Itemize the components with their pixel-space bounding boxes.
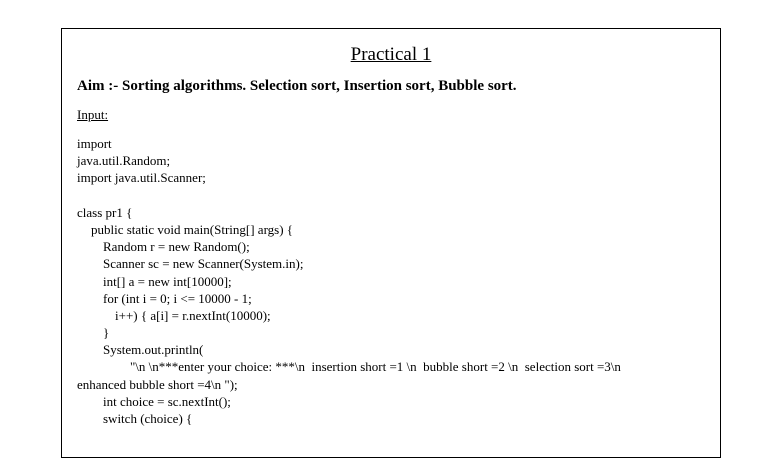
code-line: for (int i = 0; i <= 10000 - 1; [103, 290, 252, 306]
code-line: int[] a = new int[10000]; [103, 273, 232, 289]
code-line: i++) { a[i] = r.nextInt(10000); [115, 307, 271, 323]
code-line: import [77, 136, 112, 151]
aim-heading: Aim :- Sorting algorithms. Selection sort, Insertion sort, Bubble sort. [77, 78, 517, 94]
code-line: } [103, 325, 110, 341]
document-page [61, 28, 721, 458]
code-line: enhanced bubble short =4\n "); [77, 376, 238, 392]
code-line: Random r = new Random(); [103, 239, 250, 255]
code-line: java.util.Random; [77, 153, 171, 169]
code-line: public static void main(String[] args) { [91, 221, 294, 237]
code-line: int choice = sc.nextInt(); [103, 393, 231, 409]
code-line: "\n \n***enter your choice: ***\n insertion short =1 \n bubble short =2 \n selection sort =3\n [130, 359, 621, 375]
input-label: Input: [77, 107, 109, 122]
code-line: switch (choice) { [103, 411, 193, 426]
code-line: System.out.println( [103, 342, 204, 358]
code-line: Scanner sc = new Scanner(System.in); [103, 256, 304, 272]
code-block [77, 135, 712, 427]
page-title: Practical 1 [350, 44, 432, 65]
code-line [77, 187, 712, 204]
code-line: class pr1 { [77, 204, 133, 220]
code-line: import java.util.Scanner; [77, 170, 206, 186]
